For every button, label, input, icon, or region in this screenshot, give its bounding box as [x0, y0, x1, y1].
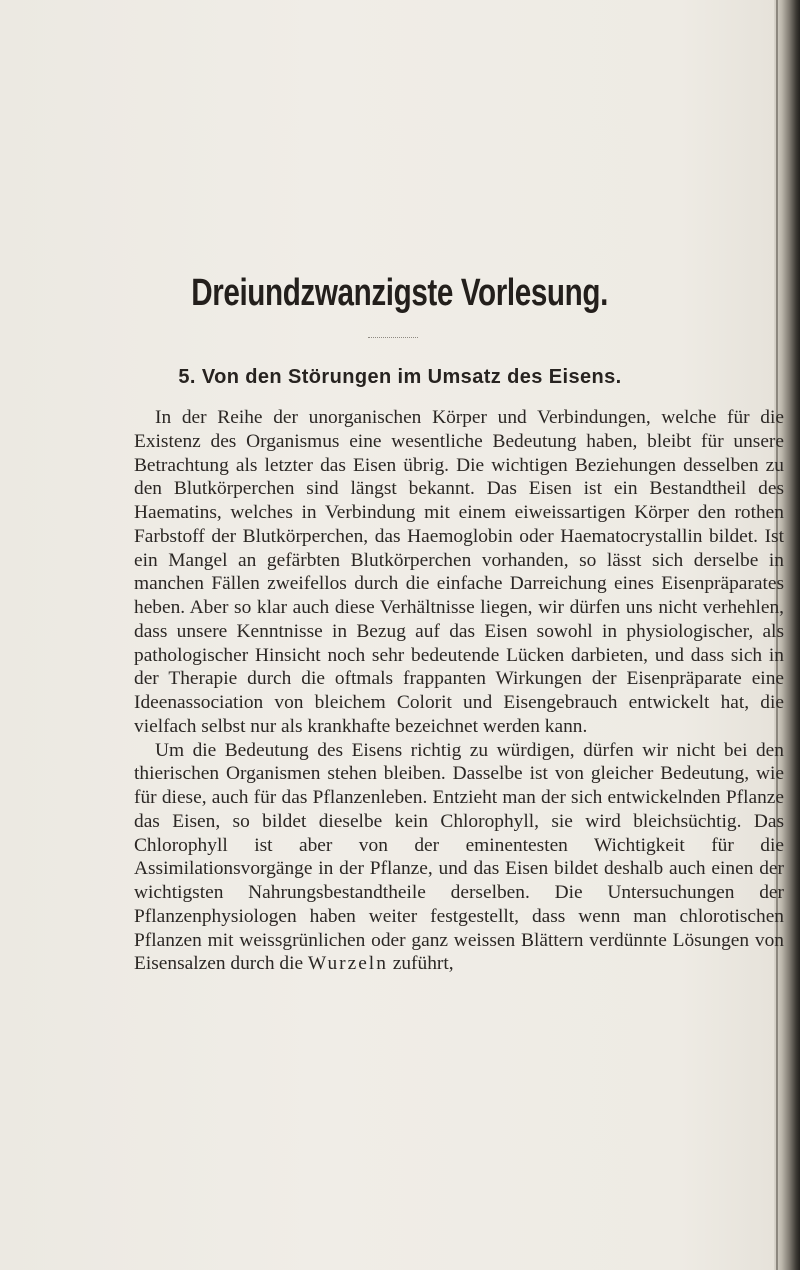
body-text: [134, 406, 784, 976]
paragraph-2-emphasis: Wurzeln: [307, 953, 388, 975]
running-header: Dreiundzwanzigste Vorlesung.: [191, 272, 608, 314]
header-rule: [368, 337, 418, 338]
paragraph-2-text-before: Um die Bedeutung des Eisens richtig zu würdigen, dürfen wir nicht bei den thierischen Organismen stehen bleiben. Dasselbe ist von gleicher Bedeutung, wie für diese, auch für das Pflanzenleben. Entzieht man der sich entwickelnden Pflanze das Eisen, so bildet dieselbe kein Chlorophyll, sie wird bleichsüchtig. Das Chlorophyll ist aber von der eminentesten Wichtigkeit für die Assimilationsvorgänge in der Pflanze, und das Eisen bildet deshalb auch einen der wichtigsten Nahrungsbestandtheile derselben. Die Untersuchungen der Pflanzenphysiologen haben weiter festgestellt, dass wenn man chlorotischen Pflanzen mit weissgrünlichen oder ganz weissen Blättern verdünnte Lösungen von Eisensalzen durch die: [134, 739, 784, 975]
section-title: 5. Von den Störungen im Umsatz des Eisens.: [178, 366, 622, 388]
paragraph-1: In der Reihe der unorganischen Körper und Verbindungen, welche für die Existenz des Organismus eine wesentliche Bedeutung haben, bleibt für unsere Betrachtung als letzter das Eisen übrig. Die wichtigen Beziehungen desselben zu den Blutkörperchen sind längst bekannt. Das Eisen ist ein Bestandtheil des Haematins, welches in Verbindung mit einem eiweissartigen Körper den rothen Farbstoff der Blutkörperchen, das Haemoglobin oder Haematocrystallin bildet. Ist ein Mangel an gefärbten Blutkörperchen vorhanden, so lässt sich derselbe in manchen Fällen zweifellos durch die einfache Darreichung eines Eisenpräparates heben. Aber so klar auch diese Verhältnisse liegen, wir dürfen uns nicht verhehlen, dass unsere Kenntnisse in Bezug auf das Eisen sowohl in physiologischer, als pathologischer Hinsicht noch sehr bedeutende Lücken darbieten, und dass sich in der Therapie durch die oftmals frappanten Wirkungen der Eisenpräparate eine Ideenassociation von bleichem Colorit und Eisengebrauch entwickelt hat, die vielfach selbst nur als krankhafte bezeichnet werden kann.: [134, 407, 784, 737]
paragraph-2-text-after: zuführt,: [387, 953, 454, 975]
paragraph-2: [134, 739, 784, 977]
